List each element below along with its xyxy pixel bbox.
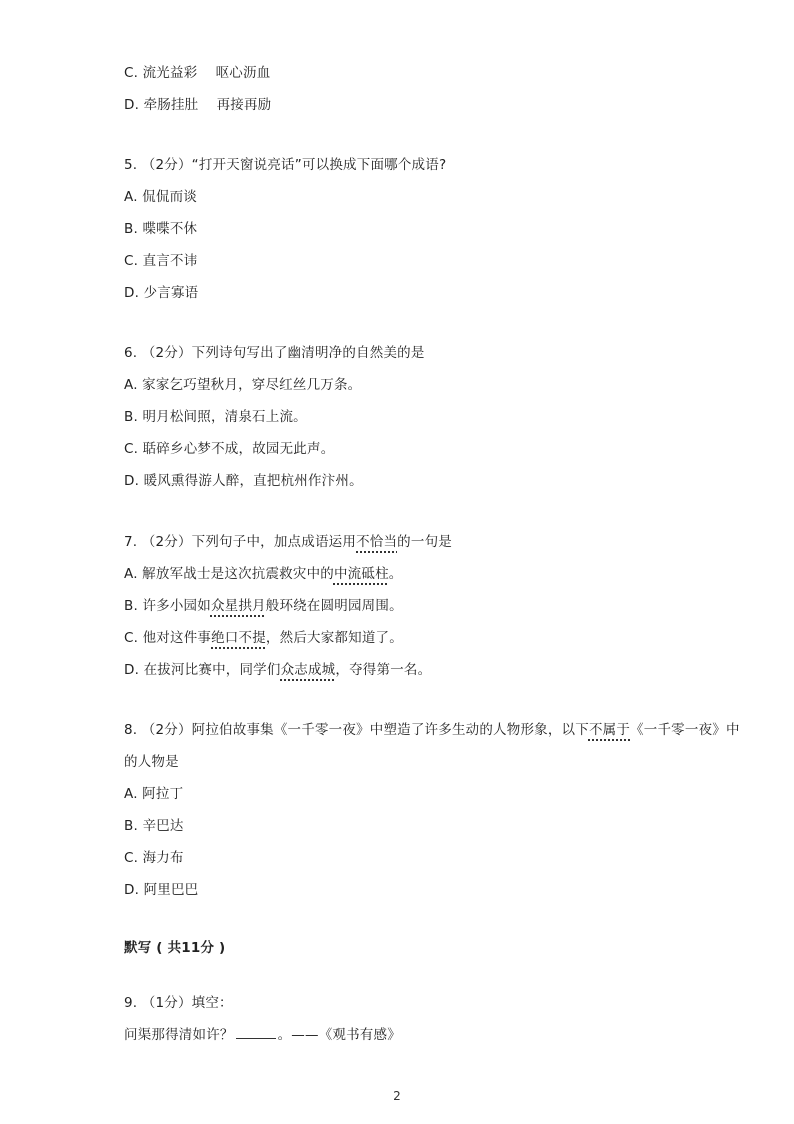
q7-c-text: C. 他对这件事 [124,630,212,646]
q7-c-text-end: ，然后大家都知道了。 [265,630,403,646]
q8-stem [124,721,740,739]
q7-stem [124,533,452,551]
q7-d-text: D. 在拔河比赛中，同学们 [124,662,281,678]
q7-b-text: B. 许多小园如 [124,598,211,614]
page-number: 2 [393,1089,401,1103]
q6-option-d: D. 暖风熏得游人醉，直把杭州作汴州。 [124,473,363,489]
q9-line-text: 问渠那得清如许？ [124,1027,234,1043]
q8-option-c: C. 海力布 [124,850,184,866]
q7-option-b [124,597,403,615]
q7-option-a [124,565,403,583]
q7-b-text-end: 般环绕在圆明园周围。 [265,598,403,614]
q5-option-c: C. 直言不讳 [124,253,198,269]
q9-stem: 9. （1分）填空： [124,995,233,1011]
q5-option-b: B. 喋喋不休 [124,221,198,237]
q7-option-c [124,629,403,647]
q8-stem-emphasis: 不属于 [588,722,631,738]
q9-line-source: 。——《观书有感》 [277,1027,401,1043]
q8-stem-text: 8. （2分）阿拉伯故事集《一千零一夜》中塑造了许多生动的人物形象，以下 [124,722,589,738]
q4-option-d: D. 牵肠挂肚 再接再励 [124,97,272,113]
q6-option-c: C. 聒碎乡心梦不成，故园无此声。 [124,441,335,457]
q6-option-b: B. 明月松间照，清泉石上流。 [124,409,307,425]
q8-stem-line2: 的人物是 [124,754,179,770]
q7-a-idiom: 中流砥柱 [333,566,389,582]
q7-stem-text-end: 的一句是 [397,534,452,550]
q7-a-text-end: 。 [388,566,403,582]
q4-option-c: C. 流光益彩 呕心沥血 [124,65,271,81]
q7-d-idiom: 众志成城 [280,662,336,678]
q8-option-a: A. 阿拉丁 [124,786,184,802]
q7-d-text-end: ，夺得第一名。 [335,662,432,678]
q7-option-d [124,661,431,679]
q8-option-b: B. 辛巴达 [124,818,184,834]
q6-option-a: A. 家家乞巧望秋月，穿尽红丝几万条。 [124,377,362,393]
q5-option-d: D. 少言寡语 [124,285,199,301]
section-heading: 默写 ( 共11分 ) [124,940,226,956]
q7-stem-emphasis: 不恰当 [356,534,398,550]
q7-b-idiom: 众星拱月 [210,598,266,614]
q6-stem: 6. （2分）下列诗句写出了幽清明净的自然美的是 [124,345,425,361]
q8-option-d: D. 阿里巴巴 [124,882,199,898]
q7-c-idiom: 绝口不提 [211,630,266,646]
q9-fill-line [124,1026,401,1044]
q8-stem-text-end: 《一千零一夜》中 [630,722,740,738]
q9-answer-blank[interactable] [236,1026,276,1039]
q7-stem-text: 7. （2分）下列句子中，加点成语运用 [124,534,357,550]
q7-a-text: A. 解放军战士是这次抗震救灾中的 [124,566,334,582]
q5-stem: 5. （2分）“打开天窗说亮话”可以换成下面哪个成语? [124,157,447,173]
q5-option-a: A. 侃侃而谈 [124,189,197,205]
